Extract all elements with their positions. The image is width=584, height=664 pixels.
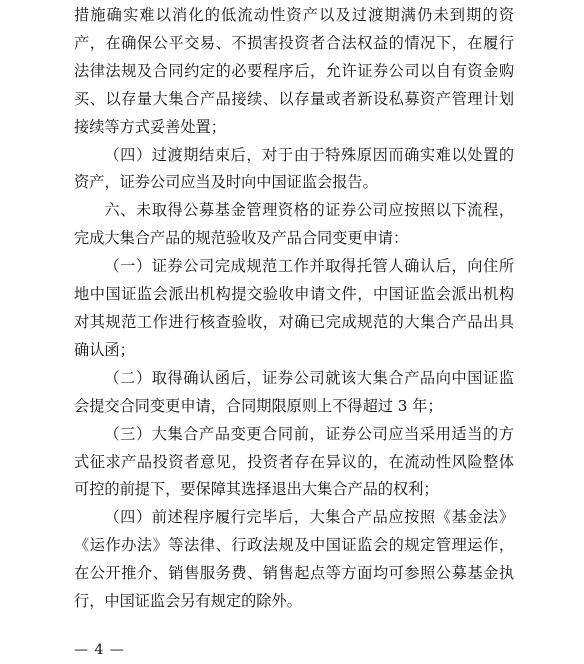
paragraph-7: （四）前述程序履行完毕后，大集合产品应按照《基金法》《运作办法》等法律、行政法规及中国证监会的规定管理运作，在公开推介、销售服务费、销售起点等方面均可参照公募基金执行，中国证监会另有规定的除外。 [74,508,514,611]
paragraph-6: （三）大集合产品变更合同前，证券公司应当采用适当的方式征求产品投资者意见，投资者存在异议的，在流动性风险整体可控的前提下，要保障其选择退出大集合产品的权利； [74,424,514,499]
paragraph-1: 措施确实难以消化的低流动性资产以及过渡期满仍未到期的资产，在确保公平交易、不损害投资者合法权益的情况下，在履行法律法规及合同约定的必要程序后，允许证券公司以自有资金购买、以存量大集合产品接续、以存量或者新设私募资产管理计划接续等方式妥善处置； [74,6,514,136]
paragraph-3: 六、未取得公募基金管理资格的证券公司应按照以下流程，完成大集合产品的规范验收及产品合同变更申请： [74,201,514,248]
paragraph-5: （二）取得确认函后，证券公司就该大集合产品向中国证监会提交合同变更申请，合同期限原则上不得超过 3 年； [74,368,514,415]
document-body [74,2,514,616]
paragraph-4: （一）证券公司完成规范工作并取得托管人确认后，向住所地中国证监会派出机构提交验收申请文件，中国证监会派出机构对其规范工作进行核查验收，对确已完成规范的大集合产品出具确认函； [74,257,514,359]
page-number: — 4 — [74,642,125,658]
paragraph-2: （四）过渡期结束后，对于由于特殊原因而确实难以处置的资产，证券公司应当及时向中国证监会报告。 [74,145,514,192]
